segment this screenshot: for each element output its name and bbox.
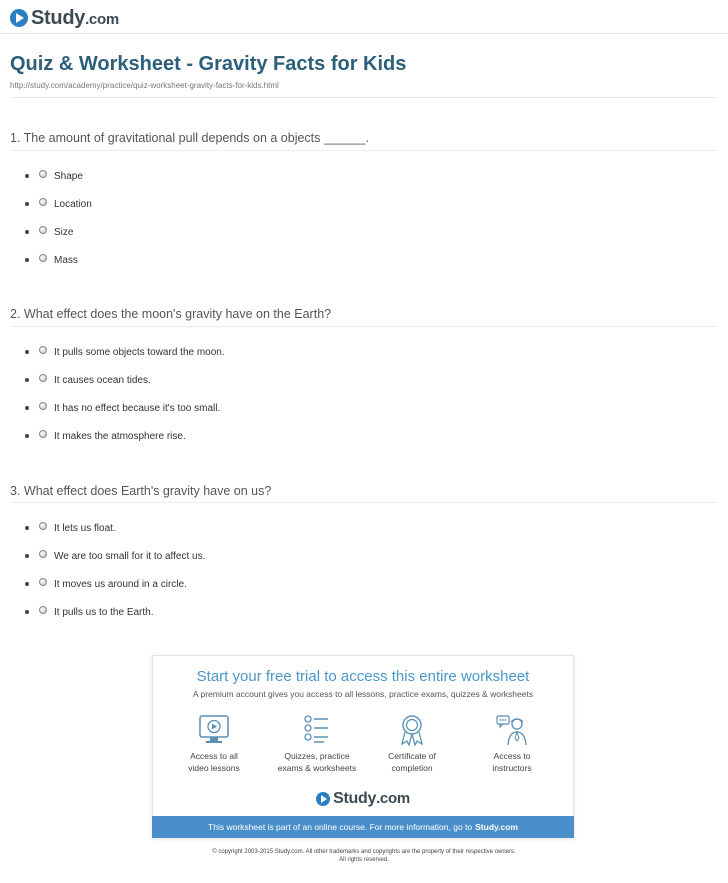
option-label: We are too small for it to affect us. (54, 550, 206, 562)
option-q3-b[interactable] (25, 549, 205, 563)
feature-label: Quizzes, practice (284, 751, 350, 761)
option-label: Size (54, 226, 74, 238)
feature-video-lessons (169, 714, 259, 774)
promo-subtitle: A premium account gives you access to all lessons, practice exams, quizzes & worksheets (192, 689, 534, 699)
option-label: Location (54, 198, 92, 210)
option-q1-c[interactable] (25, 225, 73, 239)
radio-button[interactable] (39, 578, 47, 586)
radio-button[interactable] (39, 254, 47, 262)
option-label: Shape (54, 170, 83, 182)
bullet-icon (25, 350, 29, 354)
option-q2-d[interactable] (25, 429, 186, 443)
feature-instructors (467, 714, 557, 774)
promo-bar-text: This worksheet is part of an online course. For more information, go to (208, 822, 473, 832)
option-label: It makes the atmosphere rise. (54, 430, 186, 442)
option-q1-b[interactable] (25, 197, 92, 211)
feature-certificate (367, 714, 457, 774)
feature-label: video lessons (188, 763, 240, 773)
study-logo[interactable] (10, 6, 119, 30)
question-2: 2. What effect does the moon's gravity have on the Earth? (10, 307, 332, 321)
radio-button[interactable] (39, 198, 47, 206)
option-label: It pulls us to the Earth. (54, 606, 154, 618)
option-q3-a[interactable] (25, 521, 116, 535)
option-q3-c[interactable] (25, 577, 187, 591)
radio-button[interactable] (39, 522, 47, 530)
question-divider (10, 326, 718, 327)
free-trial-promo (152, 655, 574, 838)
feature-label: completion (391, 763, 433, 773)
question-divider (10, 502, 718, 503)
option-label: It has no effect because it's too small. (54, 402, 221, 414)
quiz-list-icon (300, 714, 334, 746)
url-divider (10, 97, 718, 98)
copyright-notice (0, 848, 728, 864)
radio-button[interactable] (39, 402, 47, 410)
feature-label: exams & worksheets (277, 763, 357, 773)
question-divider (10, 150, 718, 151)
certificate-icon (395, 714, 429, 746)
option-label: It moves us around in a circle. (54, 578, 187, 590)
bullet-icon (25, 526, 29, 530)
radio-button[interactable] (39, 226, 47, 234)
bullet-icon (25, 434, 29, 438)
question-3: 3. What effect does Earth's gravity have on us? (10, 484, 272, 498)
feature-label: Certificate of (388, 751, 436, 761)
page-url[interactable]: http://study.com/academy/practice/quiz-worksheet-gravity-facts-for-kids.html (10, 81, 279, 90)
logo-text: Study (31, 6, 86, 29)
page-title: Quiz & Worksheet - Gravity Facts for Kids (10, 53, 407, 75)
play-icon (10, 9, 28, 27)
radio-button[interactable] (39, 430, 47, 438)
radio-button[interactable] (39, 346, 47, 354)
logo-text: Study (333, 790, 377, 807)
option-q3-d[interactable] (25, 605, 154, 619)
promo-study-logo[interactable] (153, 790, 573, 808)
instructor-icon (495, 714, 529, 746)
promo-info-bar (152, 816, 574, 838)
option-q1-a[interactable] (25, 169, 83, 183)
question-1: 1. The amount of gravitational pull depends on a objects ______. (10, 131, 370, 145)
logo-suffix: .com (85, 10, 119, 28)
bullet-icon (25, 610, 29, 614)
radio-button[interactable] (39, 550, 47, 558)
option-q1-d[interactable] (25, 253, 78, 267)
rights-line: All rights reserved. (339, 857, 389, 863)
bullet-icon (25, 230, 29, 234)
radio-button[interactable] (39, 374, 47, 382)
bullet-icon (25, 258, 29, 262)
bullet-icon (25, 174, 29, 178)
option-q2-c[interactable] (25, 401, 220, 415)
option-q2-a[interactable] (25, 345, 225, 359)
option-label: It lets us float. (54, 522, 116, 534)
header-divider (0, 33, 728, 34)
promo-title[interactable]: Start your free trial to access this entire worksheet (196, 668, 530, 685)
feature-quizzes (272, 714, 362, 774)
bullet-icon (25, 582, 29, 586)
radio-button[interactable] (39, 606, 47, 614)
feature-label: instructors (492, 763, 532, 773)
bullet-icon (25, 202, 29, 206)
feature-label: Access to all (190, 751, 238, 761)
option-label: Mass (54, 254, 78, 266)
option-q2-b[interactable] (25, 373, 151, 387)
feature-label: Access to (493, 751, 531, 761)
bullet-icon (25, 406, 29, 410)
logo-suffix: .com (376, 790, 410, 807)
radio-button[interactable] (39, 170, 47, 178)
bullet-icon (25, 378, 29, 382)
study-link[interactable]: Study.com (475, 822, 518, 832)
copyright-line: © copyright 2003-2015 Study.com. All other trademarks and copyrights are the property of their respective owners. (212, 849, 516, 855)
bullet-icon (25, 554, 29, 558)
play-icon (316, 792, 330, 806)
option-label: It causes ocean tides. (54, 374, 151, 386)
option-label: It pulls some objects toward the moon. (54, 346, 225, 358)
video-lesson-icon (197, 714, 231, 746)
